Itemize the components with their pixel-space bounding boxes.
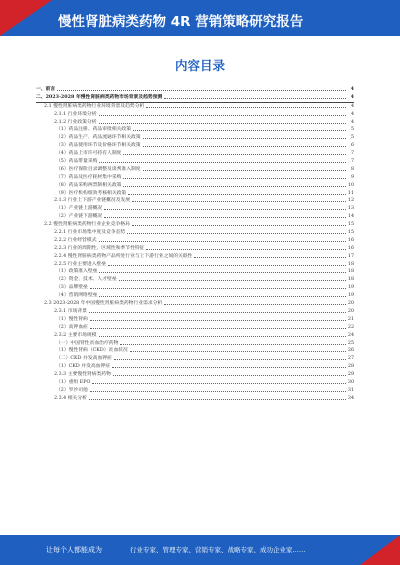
toc-entry[interactable] <box>36 158 354 166</box>
toc-leader <box>143 138 346 139</box>
toc-entry-page: 34 <box>347 395 354 401</box>
toc-leader <box>113 375 346 376</box>
toc-entry-page: 19 <box>347 285 354 291</box>
toc-entry[interactable] <box>36 213 354 221</box>
toc-entry-text: （3）药品使用环节及价格环节相关政策 <box>56 143 141 149</box>
toc-entry[interactable] <box>36 126 354 134</box>
toc-entry-text: （4）药品上市许可持有人制度 <box>56 151 122 157</box>
toc-entry-page: 18 <box>347 261 354 267</box>
toc-entry[interactable] <box>36 190 354 198</box>
toc-leader <box>99 296 346 297</box>
toc-leader <box>89 399 346 400</box>
toc-entry[interactable] <box>36 221 354 229</box>
toc-entry-text: 2.2.4 慢性肾脏病类药物产品所处行业与上下游行业之间的关联性 <box>54 253 193 259</box>
toc-entry-text: 2.3.2 主要市场规模 <box>54 332 97 338</box>
toc-entry[interactable] <box>36 111 354 119</box>
toc-entry-text: （1）CKD 并发高血钾症 <box>56 364 111 370</box>
toc-entry-text: 2.2.3 行业的周期性、区域性和季节性特征 <box>54 245 145 251</box>
toc-leader <box>114 359 346 360</box>
toc-entry-text: （1）药品注册、药品审批相关政策 <box>56 127 132 133</box>
toc-leader <box>143 170 346 171</box>
toc-entry-page: 20 <box>347 308 354 314</box>
toc-entry-page: 5 <box>350 127 354 133</box>
toc-entry-text: 2.2.2 行业经营模式 <box>54 237 97 243</box>
toc-entry-page: 18 <box>347 269 354 275</box>
toc-entry[interactable] <box>36 363 354 371</box>
table-of-contents <box>36 86 354 403</box>
toc-leader <box>90 320 346 321</box>
toc-entry[interactable] <box>36 292 354 300</box>
toc-entry-text: 2.2.5 行业主要进入壁垒 <box>54 261 107 267</box>
toc-entry[interactable] <box>36 237 354 245</box>
toc-entry[interactable] <box>36 355 354 363</box>
toc-leader <box>92 383 346 384</box>
report-title: 慢性肾脏病类药物 4R 营销策略研究报告 <box>58 14 304 30</box>
toc-entry-text: （2）罗沙司他 <box>56 387 88 393</box>
toc-leader <box>194 257 346 258</box>
toc-entry-page: 17 <box>347 253 354 259</box>
toc-entry-text: 2.3.4 相关分析 <box>54 395 87 401</box>
toc-entry-text: （2）高钾血症 <box>56 324 88 330</box>
toc-entry[interactable] <box>36 308 354 316</box>
toc-entry[interactable] <box>36 174 354 182</box>
toc-entry-page: 31 <box>347 387 354 393</box>
toc-entry-page: 21 <box>347 316 354 322</box>
toc-leader <box>146 107 346 108</box>
toc-entry-page: 5 <box>350 135 354 141</box>
toc-leader <box>130 351 346 352</box>
toc-entry-text: 2.3 2023-2028 年中国慢性肾脏病类药物行业需求分析 <box>44 301 163 307</box>
toc-entry-text: （1）政策准入壁垒 <box>56 269 98 275</box>
toc-entry[interactable] <box>36 94 354 103</box>
toc-leader <box>146 249 346 250</box>
toc-entry[interactable] <box>36 205 354 213</box>
toc-entry-text: （5）药品带量采购 <box>56 159 98 165</box>
toc-entry-text: （3）品牌壁垒 <box>56 285 88 291</box>
toc-leader <box>108 265 346 266</box>
toc-entry-page: 13 <box>347 206 354 212</box>
toc-leader <box>119 280 346 281</box>
toc-entry-text: （1）慢性肾病 <box>56 316 88 322</box>
toc-entry[interactable] <box>36 134 354 142</box>
toc-entry-text: 2.1 慢性肾脏病类药物行业环境背景及趋势分析 <box>44 103 145 109</box>
toc-entry-text: （4）营销网络壁垒 <box>56 293 98 299</box>
toc-entry[interactable] <box>36 103 354 111</box>
toc-entry-text: 二、2023-2028 年慢性肾脏病类药物市场背景及趋势预测 <box>36 93 163 100</box>
toc-entry[interactable] <box>36 119 354 127</box>
toc-entry-text: 一、前言 <box>36 86 56 92</box>
toc-leader <box>132 201 346 202</box>
toc-entry[interactable] <box>36 316 354 324</box>
top-banner <box>0 0 400 36</box>
toc-leader <box>90 328 346 329</box>
toc-entry-text: （2）资金、技术、人才壁垒 <box>56 277 117 283</box>
toc-entry-page: 24 <box>347 332 354 338</box>
toc-entry[interactable] <box>36 347 354 355</box>
toc-leader <box>99 123 346 124</box>
toc-entry-page: 9 <box>350 174 354 180</box>
toc-entry-text: （7）药品及医疗耗材集中采购 <box>56 174 122 180</box>
toc-leader <box>123 154 346 155</box>
toc-leader <box>99 162 346 163</box>
toc-entry-text: 2.2.1 行业市场集中度及竞争态势 <box>54 230 126 236</box>
toc-leader <box>99 272 346 273</box>
toc-leader <box>164 98 346 99</box>
toc-entry-page: 12 <box>347 198 354 204</box>
toc-leader <box>164 304 346 305</box>
toc-entry[interactable] <box>36 182 354 190</box>
toc-entry[interactable] <box>36 261 354 269</box>
toc-entry-page: 4 <box>350 86 354 92</box>
toc-entry-page: 4 <box>350 119 354 125</box>
toc-leader <box>57 90 346 91</box>
toc-entry-page: 25 <box>347 340 354 346</box>
toc-entry-page: 20 <box>347 301 354 307</box>
toc-entry-text: （2）产业链下游概况 <box>56 214 103 220</box>
toc-entry-text: （6）医疗保险目录调整及谈判准入制度 <box>56 166 141 172</box>
toc-entry-page: 29 <box>347 372 354 378</box>
toc-entry-page: 11 <box>347 190 354 196</box>
toc-entry[interactable] <box>36 150 354 158</box>
toc-entry-text: 2.1.1 行业环境分析 <box>54 111 97 117</box>
toc-leader <box>99 241 346 242</box>
toc-entry-page: 14 <box>347 214 354 220</box>
toc-entry-page: 7 <box>350 159 354 165</box>
toc-entry-text: 2.2 慢性肾脏病类药物行业企业竞争格局 <box>44 222 130 228</box>
toc-entry[interactable] <box>36 284 354 292</box>
toc-entry-page: 15 <box>347 230 354 236</box>
footer-slogan-right: 行业专家、管理专家、营销专家、战略专家、成功企业家…… <box>130 546 306 554</box>
toc-entry[interactable] <box>36 229 354 237</box>
toc-leader <box>128 194 346 195</box>
footer-red-accent <box>360 535 400 565</box>
toc-leader <box>123 178 346 179</box>
toc-entry-page: 7 <box>350 151 354 157</box>
toc-entry[interactable] <box>36 253 354 261</box>
toc-leader <box>112 367 346 368</box>
toc-entry-text: （1）慢性肾病（CKD）贫血状况 <box>56 348 128 354</box>
toc-leader <box>99 336 346 337</box>
toc-entry-page: 30 <box>347 379 354 385</box>
toc-entry-page: 4 <box>350 111 354 117</box>
toc-entry-page: 8 <box>350 166 354 172</box>
toc-entry-page: 18 <box>347 277 354 283</box>
toc-leader <box>132 225 346 226</box>
toc-entry[interactable] <box>36 245 354 253</box>
toc-entry-page: 28 <box>347 364 354 370</box>
toc-entry-page: 15 <box>347 222 354 228</box>
toc-leader <box>89 312 346 313</box>
toc-entry-page: 27 <box>347 356 354 362</box>
toc-entry-text: 2.1.2 行业政策分析 <box>54 119 97 125</box>
toc-entry-page: 16 <box>347 245 354 251</box>
toc-entry[interactable] <box>36 268 354 276</box>
toc-entry[interactable] <box>36 395 354 403</box>
toc-leader <box>133 130 346 131</box>
toc-entry-page: 26 <box>347 348 354 354</box>
toc-entry-text: （2）药品生产、药品流通环节相关政策 <box>56 135 141 141</box>
toc-entry-text: （1）重组 EPO <box>56 379 91 385</box>
toc-leader <box>90 391 346 392</box>
toc-entry[interactable] <box>36 324 354 332</box>
toc-leader <box>104 217 346 218</box>
toc-entry-text: （1）产业链上游概况 <box>56 206 103 212</box>
toc-entry-text: 2.3.3 主要慢性肾病类药物 <box>54 372 111 378</box>
toc-leader <box>127 233 346 234</box>
footer-slogan-left: 让每个人都能成为 <box>46 546 102 554</box>
toc-entry-text: 2.3.1 市场背景 <box>54 308 87 314</box>
toc-entry-page: 4 <box>350 103 354 109</box>
toc-entry-page: 4 <box>350 93 354 100</box>
toc-leader <box>90 288 346 289</box>
toc-entry[interactable] <box>36 387 354 395</box>
toc-entry[interactable] <box>36 197 354 205</box>
toc-heading: 内容目录 <box>174 58 225 73</box>
toc-entry-page: 22 <box>347 324 354 330</box>
toc-entry-page: 19 <box>347 293 354 299</box>
toc-entry-page: 16 <box>347 237 354 243</box>
toc-entry-page: 10 <box>347 182 354 188</box>
toc-entry[interactable] <box>36 340 354 348</box>
toc-entry[interactable] <box>36 300 354 308</box>
toc-entry-text: （9）医疗机构绩效考核相关政策 <box>56 190 127 196</box>
toc-entry[interactable] <box>36 166 354 174</box>
toc-entry[interactable] <box>36 371 354 379</box>
toc-entry[interactable] <box>36 142 354 150</box>
bottom-banner <box>0 535 400 565</box>
toc-entry-page: 6 <box>350 143 354 149</box>
toc-entry-text: （二）CKD 并发高血钾症 <box>56 356 112 362</box>
toc-leader <box>104 209 346 210</box>
toc-entry[interactable] <box>36 86 354 94</box>
toc-leader <box>143 146 346 147</box>
toc-entry[interactable] <box>36 276 354 284</box>
toc-entry-text: 2.1.3 行业上下游产业链概况及发展 <box>54 198 131 204</box>
toc-entry-text: （一）中国肾性贫血治疗药物 <box>56 340 119 346</box>
toc-entry[interactable] <box>36 332 354 340</box>
banner-red-accent <box>0 0 52 36</box>
toc-entry-text: （8）药品采购两票制相关政策 <box>56 182 122 188</box>
toc-leader <box>99 115 346 116</box>
toc-entry[interactable] <box>36 379 354 387</box>
toc-leader <box>120 344 346 345</box>
toc-leader <box>123 186 346 187</box>
